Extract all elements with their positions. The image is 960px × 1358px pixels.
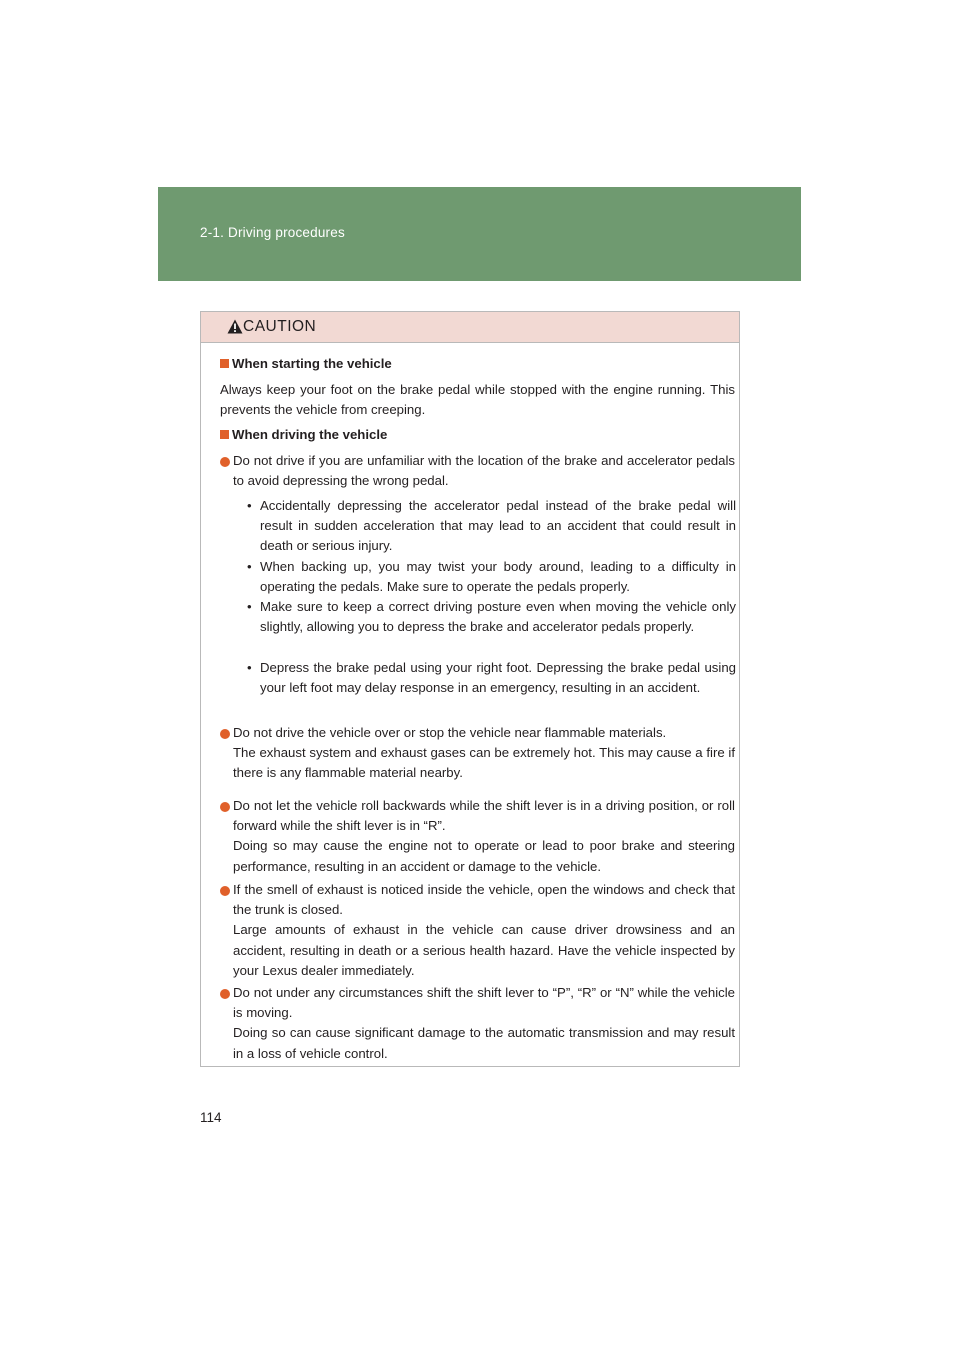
sub-list-item: • Make sure to keep a correct driving posture even when moving the vehicle only slightly, allowing you to depress the brake and accelerator pedals properly. bbox=[247, 599, 736, 635]
section-heading: When starting the vehicle bbox=[220, 354, 392, 374]
bullet-icon: • bbox=[247, 660, 252, 675]
square-bullet-icon bbox=[220, 430, 229, 439]
caution-label: CAUTION bbox=[243, 318, 317, 335]
bullet-icon: • bbox=[247, 559, 252, 574]
dot-bullet-icon bbox=[220, 989, 230, 999]
dot-bullet-icon bbox=[220, 457, 230, 467]
list-item: Do not drive if you are unfamiliar with the location of the brake and accelerator pedals to avoid depressing the wrong pedal. bbox=[220, 451, 735, 491]
section-title: 2-1. Driving procedures bbox=[200, 225, 345, 240]
sub-list-item: • When backing up, you may twist your body around, leading to a difficulty in operating the pedals. Make sure to operate the pedals properly. bbox=[247, 559, 736, 595]
sub-list-item: • Accidentally depressing the accelerator pedal instead of the brake pedal will result in sudden acceleration that may lead to an accident that could result in death or serious injury. bbox=[247, 498, 736, 554]
bullet-icon: • bbox=[247, 498, 252, 513]
caution-body bbox=[201, 342, 739, 1066]
warning-triangle-icon bbox=[227, 319, 243, 334]
dot-bullet-icon bbox=[220, 729, 230, 739]
page-number: 114 bbox=[200, 1110, 222, 1125]
dot-bullet-icon bbox=[220, 886, 230, 896]
section-header bbox=[158, 187, 801, 281]
paragraph: Always keep your foot on the brake pedal while stopped with the engine running. This prevents the vehicle from creeping. bbox=[220, 382, 735, 418]
list-item: Do not under any circumstances shift the shift lever to “P”, “R” or “N” while the vehicle is moving. Doing so can cause significant damage to the automatic transmission and may result in a loss of vehicle control. bbox=[220, 983, 735, 1064]
dot-bullet-icon bbox=[220, 802, 230, 812]
caution-box bbox=[200, 311, 740, 1067]
square-bullet-icon bbox=[220, 359, 229, 368]
list-item: If the smell of exhaust is noticed inside the vehicle, open the windows and check that the trunk is closed. Large amounts of exhaust in the vehicle can cause driver drowsiness and an accident, resulting in death or a serious health hazard. Have the vehicle inspected by your Lexus dealer immediately. bbox=[220, 880, 735, 981]
sub-list-item: • Depress the brake pedal using your right foot. Depressing the brake pedal using your left foot may delay response in an emergency, resulting in an accident. bbox=[247, 660, 736, 696]
list-item: Do not drive the vehicle over or stop the vehicle near flammable materials. The exhaust system and exhaust gases can be extremely hot. This may cause a fire if there is any flammable material nearby. bbox=[220, 723, 735, 784]
caution-header bbox=[201, 312, 739, 343]
bullet-icon: • bbox=[247, 599, 252, 614]
list-item: Do not let the vehicle roll backwards while the shift lever is in a driving position, or roll forward while the shift lever is in “R”. Doing so may cause the engine not to operate or lead to poor brake and steering performance, resulting in an accident or damage to the vehicle. bbox=[220, 796, 735, 877]
section-heading: When driving the vehicle bbox=[220, 425, 387, 445]
